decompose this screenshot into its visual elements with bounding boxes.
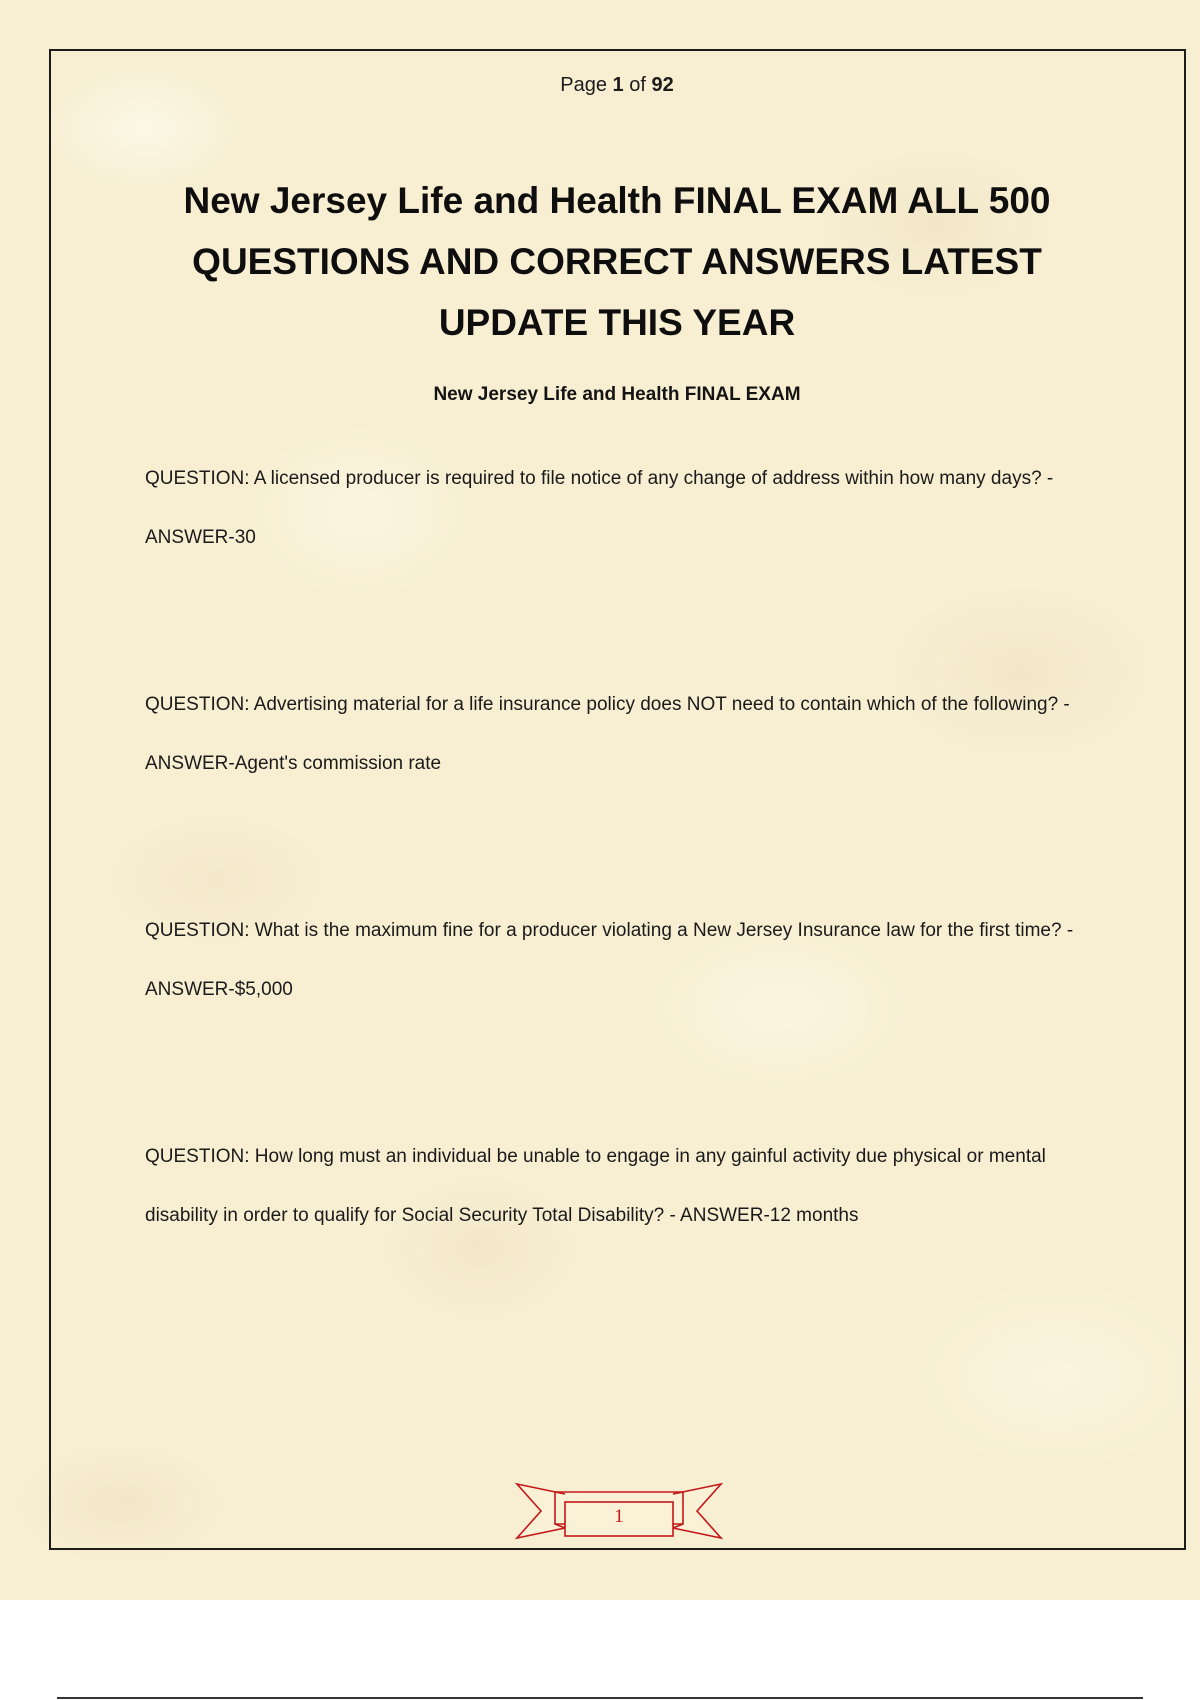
page-counter <box>0 74 1200 97</box>
question-item: QUESTION: What is the maximum fine for a producer violating a New Jersey Insurance law for the first time? - ANSWER-$5,000 <box>145 920 1074 1000</box>
current-page: 1 <box>612 74 624 96</box>
question-item: QUESTION: How long must an individual be unable to engage in any gainful activity due physical or mental disability in order to qualify for Social Security Total Disability? - ANSWER-12 months <box>145 1146 1046 1226</box>
question-item: QUESTION: Advertising material for a life insurance policy does NOT need to contain which of the following? - ANSWER-Agent's commission rate <box>145 694 1070 774</box>
page-prefix: Page <box>560 74 607 96</box>
total-pages: 92 <box>651 74 674 96</box>
document-subtitle: New Jersey Life and Health FINAL EXAM <box>433 384 801 405</box>
page-number: 1 <box>614 1506 624 1527</box>
document-title: New Jersey Life and Health FINAL EXAM ALL 500 QUESTIONS AND CORRECT ANSWERS LATEST UPDATE THIS YEAR <box>183 180 1051 343</box>
question-item: QUESTION: A licensed producer is required to file notice of any change of address within how many days? - ANSWER-30 <box>145 468 1054 548</box>
footer-divider <box>57 1697 1143 1699</box>
page-of: of <box>629 74 646 96</box>
